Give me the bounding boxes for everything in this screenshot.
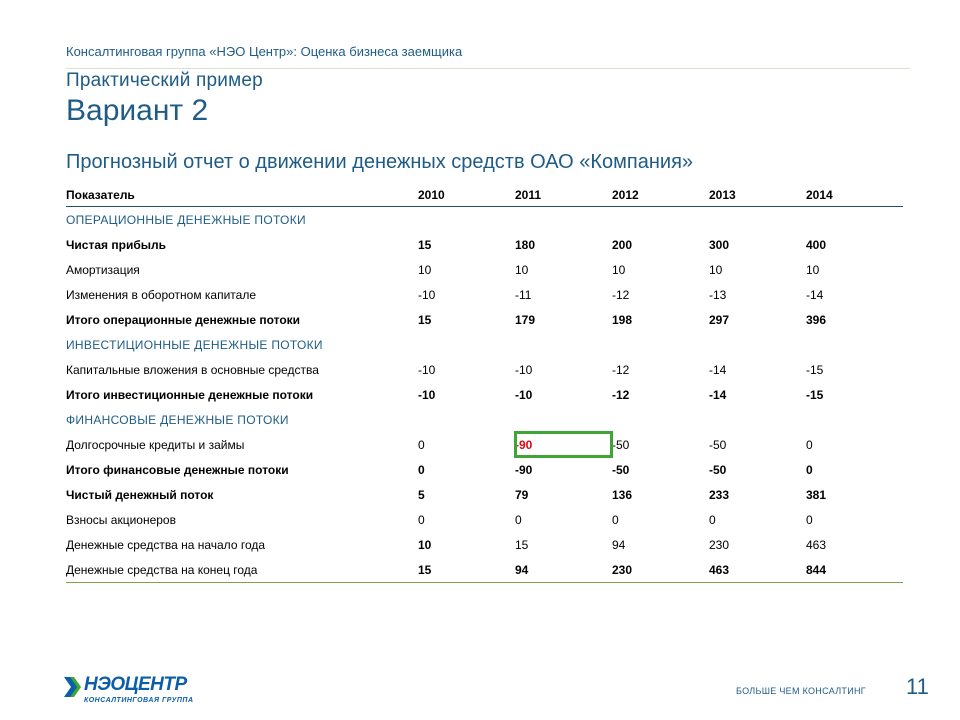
value-cell: 381	[806, 487, 827, 502]
row-label: Денежные средства на конец года	[66, 557, 418, 583]
section-label-cell: ИНВЕСТИЦИОННЫЕ ДЕНЕЖНЫЕ ПОТОКИ	[66, 337, 323, 352]
value-cell: 10	[418, 262, 432, 277]
value-cell: 297	[709, 312, 730, 327]
table-row	[66, 532, 903, 557]
value-cell: -10	[418, 387, 436, 402]
row-label: Чистая прибыль	[66, 237, 166, 252]
value-cell: 136	[612, 487, 633, 502]
table-row	[66, 257, 903, 282]
value-cell: -13	[709, 287, 727, 302]
table-row	[66, 557, 903, 583]
cash-flow-table	[66, 184, 903, 583]
value-cell: -10	[418, 287, 436, 302]
value-cell: -10	[515, 362, 533, 377]
value-cell: -14	[709, 362, 727, 377]
column-header: 2012	[612, 184, 709, 207]
section-row	[66, 332, 903, 357]
row-label: Итого инвестиционные денежные потоки	[66, 387, 314, 402]
row-label: Изменения в оборотном капитале	[66, 287, 257, 302]
value-cell: 396	[806, 312, 827, 327]
value-cell: 15	[418, 237, 432, 252]
value-cell: 10	[612, 262, 626, 277]
column-header: 2013	[709, 184, 806, 207]
column-header: 2014	[806, 184, 903, 207]
value-cell: 10	[418, 537, 432, 552]
row-label: Итого операционные денежные потоки	[66, 312, 301, 327]
table-row	[66, 457, 903, 482]
value-cell: 400	[806, 237, 827, 252]
value-cell: -11	[515, 287, 532, 302]
value-cell: 94	[515, 557, 612, 583]
value-cell: -10	[515, 387, 533, 402]
value-cell: -15	[806, 387, 824, 402]
value-cell: 844	[806, 557, 903, 583]
presentation-header: Консалтинговая группа «НЭО Центр»: Оценка бизнеса заемщика	[66, 44, 463, 59]
section-label: Практический пример	[66, 70, 263, 91]
value-cell: -10	[418, 362, 436, 377]
value-cell: 0	[806, 512, 813, 527]
row-label: Долгосрочные кредиты и займы	[66, 437, 245, 452]
value-cell: 0	[709, 512, 716, 527]
value-cell: 230	[709, 537, 730, 552]
header-divider	[66, 68, 910, 69]
row-label: Чистый денежный поток	[66, 487, 214, 502]
row-label: Взносы акционеров	[66, 512, 176, 527]
value-cell: -12	[612, 387, 630, 402]
column-header: 2010	[418, 184, 515, 207]
value-cell: -50	[709, 462, 727, 477]
value-cell: 15	[418, 557, 515, 583]
table-row	[66, 307, 903, 332]
row-label: Амортизация	[66, 262, 140, 277]
value-cell: -50	[612, 437, 630, 452]
value-cell: 233	[709, 487, 730, 502]
value-cell: 200	[612, 237, 633, 252]
page-number: 11	[906, 674, 929, 699]
value-cell: -12	[612, 287, 630, 302]
logo-subtitle: КОНСАЛТИНГОВАЯ ГРУППА	[84, 697, 194, 704]
row-label: Денежные средства на начало года	[66, 537, 266, 552]
row-label: Капитальные вложения в основные средства	[66, 362, 319, 377]
table-row	[66, 232, 903, 257]
company-logo	[64, 676, 214, 710]
value-cell: 463	[806, 537, 827, 552]
value-cell: 0	[515, 512, 522, 527]
column-header: Показатель	[66, 184, 418, 207]
value-cell: 0	[806, 437, 813, 452]
value-cell: 0	[806, 462, 813, 477]
column-header: 2011	[515, 184, 612, 207]
value-cell: 94	[612, 537, 626, 552]
value-cell: 179	[515, 312, 536, 327]
value-cell: -50	[709, 437, 727, 452]
value-cell: -50	[612, 462, 630, 477]
table-row	[66, 432, 903, 457]
value-cell: 15	[515, 537, 529, 552]
value-cell: 0	[418, 437, 425, 452]
section-label-cell: ФИНАНСОВЫЕ ДЕНЕЖНЫЕ ПОТОКИ	[66, 412, 289, 427]
value-cell: 198	[612, 312, 633, 327]
table-header-row	[66, 184, 903, 207]
section-row	[66, 207, 903, 233]
value-cell: 79	[515, 487, 529, 502]
report-title: Прогнозный отчет о движении денежных средств ОАО «Компания»	[66, 151, 694, 173]
value-cell: 15	[418, 312, 432, 327]
slide-title: Вариант 2	[66, 94, 209, 127]
value-cell: -15	[806, 362, 824, 377]
value-cell: 300	[709, 237, 730, 252]
value-cell: 0	[418, 462, 425, 477]
value-cell: 0	[418, 512, 425, 527]
logo-chevron-icon	[64, 677, 82, 697]
logo-brand-text: НЭОЦЕНТР	[84, 674, 187, 695]
section-row	[66, 407, 903, 432]
value-cell: 10	[806, 262, 820, 277]
row-label: Итого финансовые денежные потоки	[66, 462, 289, 477]
table-row	[66, 357, 903, 382]
value-cell: 0	[612, 512, 619, 527]
table-row	[66, 482, 903, 507]
value-cell: 230	[612, 557, 709, 583]
table-row	[66, 282, 903, 307]
value-cell: 463	[709, 557, 806, 583]
value-cell: -90	[515, 462, 533, 477]
value-cell: 10	[709, 262, 723, 277]
footer-tagline: БОЛЬШЕ ЧЕМ КОНСАЛТИНГ	[736, 686, 866, 696]
value-cell: 5	[418, 487, 425, 502]
highlighted-value-cell: -90	[515, 432, 612, 457]
value-cell: 10	[515, 262, 529, 277]
value-cell: -14	[806, 287, 824, 302]
section-label-cell: ОПЕРАЦИОННЫЕ ДЕНЕЖНЫЕ ПОТОКИ	[66, 212, 306, 227]
table-row	[66, 382, 903, 407]
table-row	[66, 507, 903, 532]
value-cell: 180	[515, 237, 536, 252]
value-cell: -14	[709, 387, 727, 402]
value-cell: -12	[612, 362, 630, 377]
